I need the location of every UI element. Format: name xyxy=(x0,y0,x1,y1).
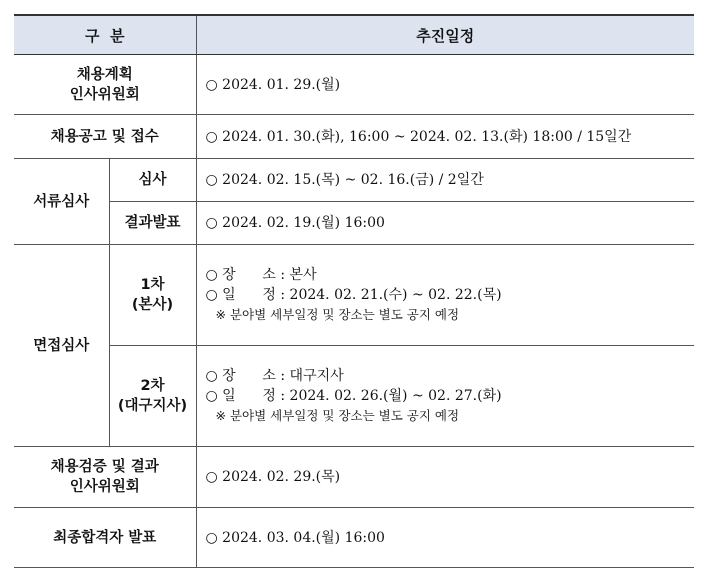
row-value: ○ 2024. 01. 30.(화), 16:00 ~ 2024. 02. 13.(화) 18:00 / 15일간 xyxy=(196,115,694,159)
note-text: ※ 분야별 세부일정 및 장소는 별도 공지 예정 xyxy=(215,307,460,322)
row-category xyxy=(14,55,196,115)
row-value xyxy=(196,346,694,447)
table-row xyxy=(14,447,694,508)
sub-category-line: 2차 xyxy=(140,378,165,394)
sub-category: 심사 xyxy=(109,159,196,202)
row-value: ○ 2024. 02. 19.(월) 16:00 xyxy=(196,202,694,245)
row-value: ○ 2024. 01. 29.(월) xyxy=(196,55,694,115)
table-header-row xyxy=(14,15,694,55)
row-value: ○ 2024. 03. 04.(월) 16:00 xyxy=(196,508,694,568)
note-text: ※ 분야별 세부일정 및 장소는 별도 공지 예정 xyxy=(215,408,460,423)
table-row xyxy=(14,159,694,202)
category-line: 채용검증 및 결과 xyxy=(50,459,159,475)
row-value xyxy=(196,245,694,346)
sub-category-line: (본사) xyxy=(131,297,174,313)
date-value: 2024. 02. 26.(월) ~ 02. 27.(화) xyxy=(289,388,502,404)
schedule-table xyxy=(14,14,694,568)
category-line: 인사위원회 xyxy=(69,479,140,495)
header-category: 구 분 xyxy=(14,15,196,55)
table-row xyxy=(14,245,694,346)
place-label: ○ 장 소 : xyxy=(205,267,286,283)
place-value: 본사 xyxy=(289,267,317,283)
category-line: 인사위원회 xyxy=(69,86,140,103)
category-line: 채용계획 xyxy=(76,66,133,83)
place-line xyxy=(206,265,695,285)
row-category: 면접심사 xyxy=(14,245,109,447)
sub-category-line: (대구지사) xyxy=(117,398,188,414)
date-line xyxy=(206,285,695,305)
row-category xyxy=(14,447,196,508)
date-value: 2024. 02. 21.(수) ~ 02. 22.(목) xyxy=(289,287,502,303)
place-value: 대구지사 xyxy=(289,368,344,384)
sub-category: 결과발표 xyxy=(109,202,196,245)
table-row xyxy=(14,55,694,115)
place-line xyxy=(206,366,695,386)
table-row xyxy=(14,115,694,159)
date-label: ○ 일 정 : xyxy=(205,388,286,404)
row-value: ○ 2024. 02. 15.(목) ~ 02. 16.(금) / 2일간 xyxy=(196,159,694,202)
table-row xyxy=(14,508,694,568)
date-line xyxy=(206,386,695,406)
sub-category xyxy=(109,346,196,447)
row-category: 최종합격자 발표 xyxy=(14,508,196,568)
row-category: 서류심사 xyxy=(14,159,109,245)
date-label: ○ 일 정 : xyxy=(205,287,286,303)
sub-category-line: 1차 xyxy=(140,277,165,293)
row-category: 채용공고 및 접수 xyxy=(14,115,196,159)
row-value: ○ 2024. 02. 29.(목) xyxy=(196,447,694,508)
sub-category xyxy=(109,245,196,346)
place-label: ○ 장 소 : xyxy=(205,368,286,384)
table-row xyxy=(14,202,694,245)
table-row xyxy=(14,346,694,447)
header-schedule: 추진일정 xyxy=(196,15,694,55)
